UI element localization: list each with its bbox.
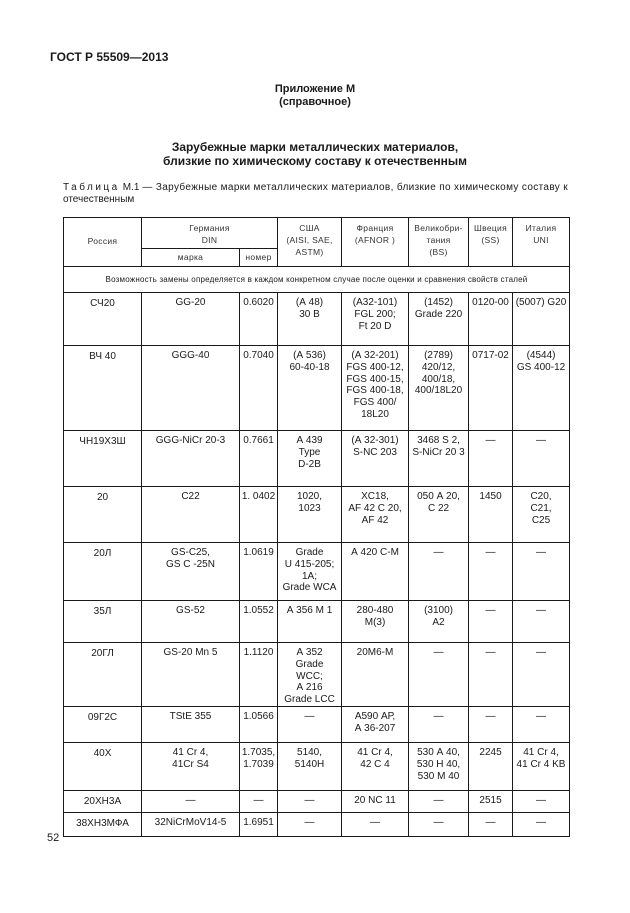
- cell-line: 41 Cr 4 KB: [516, 758, 566, 770]
- cell-grade: [142, 601, 240, 643]
- cell-sweden: [469, 293, 513, 346]
- cell-line: —: [485, 647, 496, 658]
- cell-line: —: [536, 816, 547, 828]
- cell-france: [342, 812, 409, 836]
- cell-russia: [64, 601, 142, 643]
- header-germany-line: Германия: [189, 223, 230, 233]
- cell-usa: [278, 346, 342, 431]
- cell-line: 5140,: [297, 746, 323, 758]
- cell-grade: [142, 431, 240, 487]
- cell-sweden: [469, 790, 513, 812]
- header-sweden: [469, 218, 513, 267]
- cell-uk: [409, 487, 469, 543]
- cell-line: 0.7040: [243, 350, 274, 361]
- cell-usa: [278, 431, 342, 487]
- cell-line: —: [485, 816, 496, 828]
- page-number: 52: [47, 832, 60, 844]
- cell-grade: [142, 790, 240, 812]
- table-row: [64, 346, 570, 431]
- cell-line: (А32-101): [352, 297, 398, 308]
- cell-line: А590 АР,: [354, 710, 396, 722]
- appendix-heading: [0, 83, 630, 109]
- cell-sweden: [469, 543, 513, 601]
- cell-russia: [64, 346, 142, 431]
- header-uk-line: тания: [426, 234, 451, 245]
- cell-grade: [142, 293, 240, 346]
- cell-line: 18L20: [361, 408, 389, 420]
- cell-line: 1023: [298, 502, 321, 514]
- cell-number: [240, 706, 278, 742]
- cell-line: 1. 0402: [241, 491, 276, 502]
- cell-line: (А 32-201): [351, 350, 399, 361]
- table-row: [64, 706, 570, 742]
- cell-line: —: [536, 794, 547, 806]
- cell-line: (4544): [526, 350, 556, 361]
- cell-line: (5007) G20: [515, 297, 567, 308]
- cell-line: Grade LCC: [284, 694, 335, 706]
- cell-line: —: [185, 794, 196, 806]
- cell-usa: [278, 812, 342, 836]
- header-italy-line: UNI: [533, 234, 549, 245]
- cell-number: [240, 293, 278, 346]
- grades-table: [63, 217, 570, 837]
- header-russia: Россия: [64, 218, 142, 267]
- cell-line: GGG-NiCr 20-3: [155, 435, 226, 446]
- cell-number: [240, 346, 278, 431]
- cell-line: А2: [432, 616, 445, 628]
- cell-line: (2789): [424, 350, 453, 361]
- table-row: [64, 742, 570, 790]
- cell-italy: [513, 812, 570, 836]
- cell-line: А 439: [296, 435, 323, 446]
- cell-line: А 356 М 1: [286, 605, 333, 616]
- cell-line: 20: [96, 492, 109, 503]
- cell-line: (А 48): [295, 297, 324, 308]
- cell-uk: [409, 601, 469, 643]
- cell-line: 41 Cr 4,: [172, 746, 209, 758]
- cell-line: 20M6-M: [356, 647, 394, 658]
- cell-line: —: [485, 435, 496, 446]
- cell-sweden: [469, 643, 513, 707]
- cell-line: —: [304, 816, 315, 828]
- cell-france: [342, 346, 409, 431]
- cell-number: [240, 487, 278, 543]
- header-usa: [278, 218, 342, 267]
- section-title: [0, 140, 630, 168]
- cell-line: 41 Cr 4,: [523, 746, 559, 758]
- cell-france: [342, 293, 409, 346]
- cell-line: 35Л: [93, 606, 112, 617]
- header-uk-line: Великобри-: [414, 223, 463, 233]
- cell-line: —: [536, 547, 547, 558]
- cell-grade: [142, 742, 240, 790]
- cell-line: FGS 400-15,: [346, 373, 404, 385]
- cell-line: 530 H 40,: [416, 758, 461, 770]
- table-row: [64, 643, 570, 707]
- cell-sweden: [469, 346, 513, 431]
- cell-number: [240, 601, 278, 643]
- cell-line: 0.6020: [243, 297, 274, 308]
- cell-france: [342, 601, 409, 643]
- header-sweden-line: (SS): [481, 234, 500, 245]
- header-uk-line: (BS): [429, 246, 448, 257]
- cell-line: —: [485, 547, 496, 558]
- cell-line: 420/12,: [421, 361, 456, 373]
- cell-line: —: [536, 647, 547, 658]
- appendix-label: Приложение М: [274, 83, 356, 95]
- cell-line: 30 В: [299, 308, 320, 320]
- cell-italy: [513, 706, 570, 742]
- header-grade: марка: [142, 249, 240, 267]
- cell-line: 1450: [479, 491, 502, 502]
- section-title-line: близкие по химическому составу к отечественным: [163, 154, 467, 168]
- cell-line: GGG-40: [171, 350, 210, 361]
- cell-line: ЧН19Х3Ш: [79, 436, 126, 447]
- cell-sweden: [469, 742, 513, 790]
- cell-number: [240, 431, 278, 487]
- cell-grade: [142, 543, 240, 601]
- cell-france: [342, 742, 409, 790]
- cell-russia: [64, 487, 142, 543]
- cell-italy: [513, 742, 570, 790]
- cell-line: А 36-207: [354, 722, 396, 734]
- cell-number: [240, 790, 278, 812]
- cell-sweden: [469, 812, 513, 836]
- cell-line: ВЧ 40: [89, 351, 116, 362]
- caption-label: Таблица: [63, 182, 120, 193]
- cell-italy: [513, 293, 570, 346]
- header-france: [342, 218, 409, 267]
- cell-line: С 22: [427, 502, 450, 514]
- cell-number: [240, 543, 278, 601]
- cell-line: 1.0566: [243, 710, 274, 722]
- cell-france: [342, 706, 409, 742]
- cell-usa: [278, 543, 342, 601]
- header-france-line: (AFNOR ): [354, 234, 396, 245]
- cell-grade: [142, 487, 240, 543]
- cell-line: С21,: [530, 502, 552, 514]
- cell-italy: [513, 790, 570, 812]
- cell-uk: [409, 543, 469, 601]
- cell-line: 0717-02: [472, 350, 509, 361]
- cell-usa: [278, 643, 342, 707]
- cell-line: 1A;: [302, 570, 318, 582]
- cell-line: 20Л: [93, 548, 112, 559]
- cell-sweden: [469, 431, 513, 487]
- cell-grade: [142, 812, 240, 836]
- cell-line: С20,: [530, 491, 552, 502]
- cell-line: D-2B: [298, 458, 321, 470]
- cell-line: S-NiCr 20 3: [412, 446, 465, 458]
- cell-italy: [513, 601, 570, 643]
- cell-line: Grade: [295, 547, 324, 558]
- document-header: ГОСТ Р 55509—2013: [50, 50, 169, 64]
- cell-line: GS С -25N: [166, 558, 215, 570]
- cell-line: 32NiCrMoV14-5: [154, 816, 227, 828]
- cell-line: 530 А 40,: [417, 746, 460, 758]
- cell-usa: [278, 742, 342, 790]
- cell-line: 41Cr S4: [172, 758, 209, 770]
- cell-line: —: [485, 710, 496, 722]
- cell-line: —: [433, 547, 444, 558]
- cell-usa: [278, 487, 342, 543]
- cell-italy: [513, 431, 570, 487]
- cell-line: А 352: [296, 647, 323, 658]
- header-usa-line: США: [299, 223, 320, 233]
- header-italy-line: Италия: [525, 223, 557, 233]
- cell-line: —: [485, 605, 496, 616]
- cell-line: WCC;: [296, 670, 323, 682]
- cell-line: FGS 400-12,: [346, 361, 404, 373]
- cell-line: 1.1120: [243, 647, 274, 658]
- cell-line: Grade: [295, 658, 324, 670]
- table-row: [64, 790, 570, 812]
- header-sweden-line: Швеция: [474, 223, 507, 233]
- caption-text: — Зарубежные марки металлических материалов, близкие по химическому составу к: [142, 182, 568, 193]
- cell-grade: [142, 706, 240, 742]
- cell-uk: [409, 790, 469, 812]
- cell-line: GS 400-12: [516, 361, 566, 373]
- table-row: [64, 293, 570, 346]
- cell-line: Type: [298, 446, 321, 458]
- cell-line: (3100): [424, 605, 453, 616]
- cell-uk: [409, 431, 469, 487]
- cell-line: —: [433, 647, 444, 658]
- cell-line: 1.7035,: [241, 746, 276, 758]
- cell-line: 2515: [479, 794, 502, 806]
- cell-russia: [64, 706, 142, 742]
- cell-france: [342, 487, 409, 543]
- cell-line: —: [433, 794, 444, 806]
- header-usa-line: (AISI, SAE,: [286, 234, 333, 245]
- cell-line: GS-20 Mn 5: [163, 647, 218, 658]
- header-germany: [142, 218, 278, 249]
- cell-usa: [278, 601, 342, 643]
- cell-sweden: [469, 706, 513, 742]
- cell-russia: [64, 293, 142, 346]
- cell-line: С25: [531, 514, 551, 526]
- cell-sweden: [469, 601, 513, 643]
- cell-russia: [64, 812, 142, 836]
- cell-line: —: [433, 816, 444, 828]
- caption-number: М.1: [122, 182, 140, 193]
- cell-line: 1020,: [297, 491, 323, 502]
- cell-line: FGS 400/: [353, 397, 397, 409]
- cell-line: 41 Cr 4,: [357, 746, 393, 758]
- cell-line: TStE 355: [169, 710, 212, 722]
- cell-line: —: [536, 605, 547, 616]
- cell-line: GS-52: [176, 605, 205, 616]
- table-row: [64, 812, 570, 836]
- cell-line: —: [536, 710, 547, 722]
- cell-line: S-NC 203: [353, 446, 397, 458]
- cell-line: 1.6951: [243, 816, 274, 828]
- section-title-line: Зарубежные марки металлических материалов,: [171, 140, 459, 154]
- cell-line: —: [253, 794, 264, 806]
- cell-line: Grade WCA: [282, 582, 337, 594]
- cell-line: FGS 400-18,: [346, 385, 404, 397]
- cell-line: U 415-205;: [284, 558, 335, 570]
- cell-line: 2245: [479, 746, 502, 758]
- cell-russia: [64, 431, 142, 487]
- cell-line: XC18,: [361, 491, 389, 502]
- table-row: [64, 543, 570, 601]
- header-france-line: Франция: [356, 223, 394, 233]
- cell-uk: [409, 643, 469, 707]
- cell-line: С22: [181, 491, 200, 502]
- cell-grade: [142, 643, 240, 707]
- cell-france: [342, 431, 409, 487]
- cell-usa: [278, 706, 342, 742]
- cell-line: 09Г2С: [87, 711, 118, 723]
- cell-line: 0.7661: [243, 435, 274, 446]
- table-caption: [63, 182, 568, 206]
- header-italy: [513, 218, 570, 267]
- cell-line: FGL 200;: [354, 308, 396, 320]
- cell-line: —: [304, 710, 315, 722]
- cell-line: 0120-00: [472, 297, 509, 308]
- cell-line: AF 42: [361, 514, 389, 526]
- cell-italy: [513, 346, 570, 431]
- cell-uk: [409, 346, 469, 431]
- header-number: номер: [240, 249, 278, 267]
- cell-france: [342, 790, 409, 812]
- cell-france: [342, 543, 409, 601]
- cell-line: СЧ20: [90, 298, 115, 309]
- cell-line: (1452): [424, 297, 453, 308]
- cell-line: А 420 С-M: [351, 547, 399, 558]
- cell-line: 280-480: [356, 605, 394, 616]
- table-row: [64, 431, 570, 487]
- cell-line: AF 42 С 20,: [348, 502, 402, 514]
- cell-line: 050 А 20,: [417, 491, 460, 502]
- cell-line: 20ХН3А: [83, 795, 122, 807]
- cell-number: [240, 812, 278, 836]
- cell-italy: [513, 643, 570, 707]
- cell-line: 20 NC 11: [354, 794, 396, 806]
- cell-uk: [409, 293, 469, 346]
- cell-uk: [409, 706, 469, 742]
- cell-grade: [142, 346, 240, 431]
- table-row: [64, 487, 570, 543]
- cell-italy: [513, 487, 570, 543]
- cell-italy: [513, 543, 570, 601]
- appendix-type: (справочное): [279, 96, 351, 108]
- cell-france: [342, 643, 409, 707]
- cell-russia: [64, 643, 142, 707]
- cell-line: М(3): [364, 616, 386, 628]
- caption-text-cont: отечественным: [63, 194, 135, 205]
- cell-line: 40Х: [93, 747, 112, 759]
- cell-line: 42 С 4: [360, 758, 390, 770]
- cell-line: 38ХН3МФА: [76, 817, 129, 829]
- table-note: Возможность замены определяется в каждом конкретном случае после оценки и сравнения свойств сталей: [64, 267, 570, 293]
- cell-line: —: [304, 794, 315, 806]
- cell-line: (А 536): [293, 350, 326, 361]
- cell-number: [240, 643, 278, 707]
- cell-line: Grade 220: [414, 308, 463, 320]
- cell-line: 530 М 40: [417, 770, 460, 782]
- cell-line: GS-C25,: [171, 547, 210, 558]
- cell-usa: [278, 790, 342, 812]
- cell-line: 400/18L20: [414, 385, 463, 397]
- cell-line: 20ГЛ: [91, 648, 114, 659]
- cell-number: [240, 742, 278, 790]
- header-germany-line: DIN: [201, 234, 218, 245]
- cell-line: (А 32-301): [351, 435, 399, 446]
- cell-line: 400/18,: [421, 373, 456, 385]
- cell-line: GG-20: [175, 297, 206, 308]
- header-uk: [409, 218, 469, 267]
- cell-uk: [409, 742, 469, 790]
- cell-line: —: [536, 435, 547, 446]
- cell-line: А 216: [296, 682, 323, 694]
- cell-usa: [278, 293, 342, 346]
- table-row: [64, 601, 570, 643]
- cell-uk: [409, 812, 469, 836]
- cell-line: 1.0552: [243, 605, 274, 616]
- cell-russia: [64, 543, 142, 601]
- cell-russia: [64, 742, 142, 790]
- cell-line: —: [433, 710, 444, 722]
- cell-line: 60-40-18: [289, 361, 330, 373]
- header-usa-line: ASTM): [295, 246, 324, 257]
- cell-sweden: [469, 487, 513, 543]
- cell-russia: [64, 790, 142, 812]
- cell-line: 1.7039: [243, 758, 274, 770]
- cell-line: Ft 20 D: [358, 320, 392, 332]
- cell-line: 1.0619: [243, 547, 274, 558]
- cell-line: 3468 S 2,: [417, 435, 460, 446]
- cell-line: 5140H: [294, 758, 325, 770]
- cell-line: —: [370, 816, 381, 828]
